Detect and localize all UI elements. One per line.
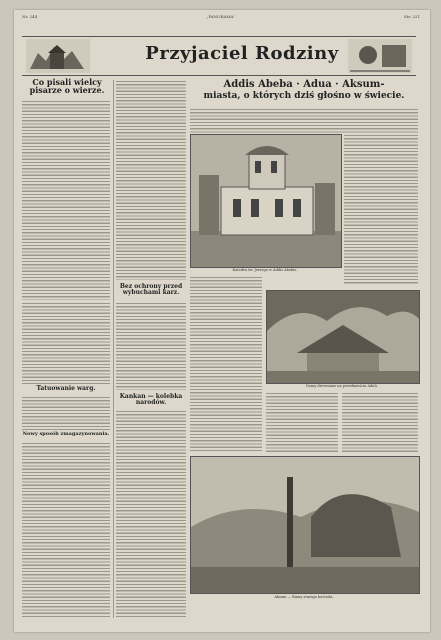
tatoo-body <box>22 396 110 430</box>
explosion-heading: Bez ochrony przed wybuchami karz. <box>119 283 183 297</box>
explosion-body <box>116 302 186 390</box>
houses-caption: Domy drewniane na przedmieściu Aduli. <box>306 384 378 388</box>
kankan-body <box>116 410 186 618</box>
masthead-title: Przyjaciel Rodziny <box>145 43 339 64</box>
publication-name: „PANORAMA” <box>206 14 235 19</box>
cathedral-photo <box>190 134 342 268</box>
cathedral-caption: Katedra św. Jerzego w Addis Abebie. <box>232 268 298 272</box>
main-article-left-col <box>190 276 262 452</box>
main-article-intro <box>190 108 418 134</box>
main-article-mid-col <box>266 392 338 452</box>
ruins-caption: Aksum — Ruiny starego kościoła. <box>274 595 334 599</box>
main-article-title-line2: miasta, o których dziś głośno w świecie. <box>203 91 405 101</box>
tatoo-heading: Tatuowanie warg. <box>36 385 96 392</box>
left-vignette-illustration <box>26 39 90 73</box>
page-number: Str. 221 <box>404 14 420 19</box>
ruins-photo <box>190 456 420 594</box>
main-article-end-col <box>342 392 418 452</box>
issue-number: Nr. 244 <box>22 14 38 19</box>
running-head <box>22 14 420 19</box>
left-article-body <box>22 100 110 300</box>
storage-heading: Nowy sposób zmagazynowania. <box>22 431 110 437</box>
right-vignette-illustration <box>348 39 412 73</box>
main-article-title-line1: Addis Abeba · Adua · Aksum- <box>223 79 385 90</box>
column-divider <box>113 80 114 618</box>
kankan-heading: Kankan — kolebka narodów. <box>119 393 183 407</box>
second-column-body <box>116 80 186 280</box>
storage-body <box>22 442 110 618</box>
left-article-title: Co pisali wielcy pisarze o wierze. <box>29 77 105 96</box>
main-article-right-col <box>344 134 418 284</box>
houses-photo <box>266 290 420 384</box>
left-article-body-2 <box>22 302 110 384</box>
masthead <box>22 36 416 76</box>
